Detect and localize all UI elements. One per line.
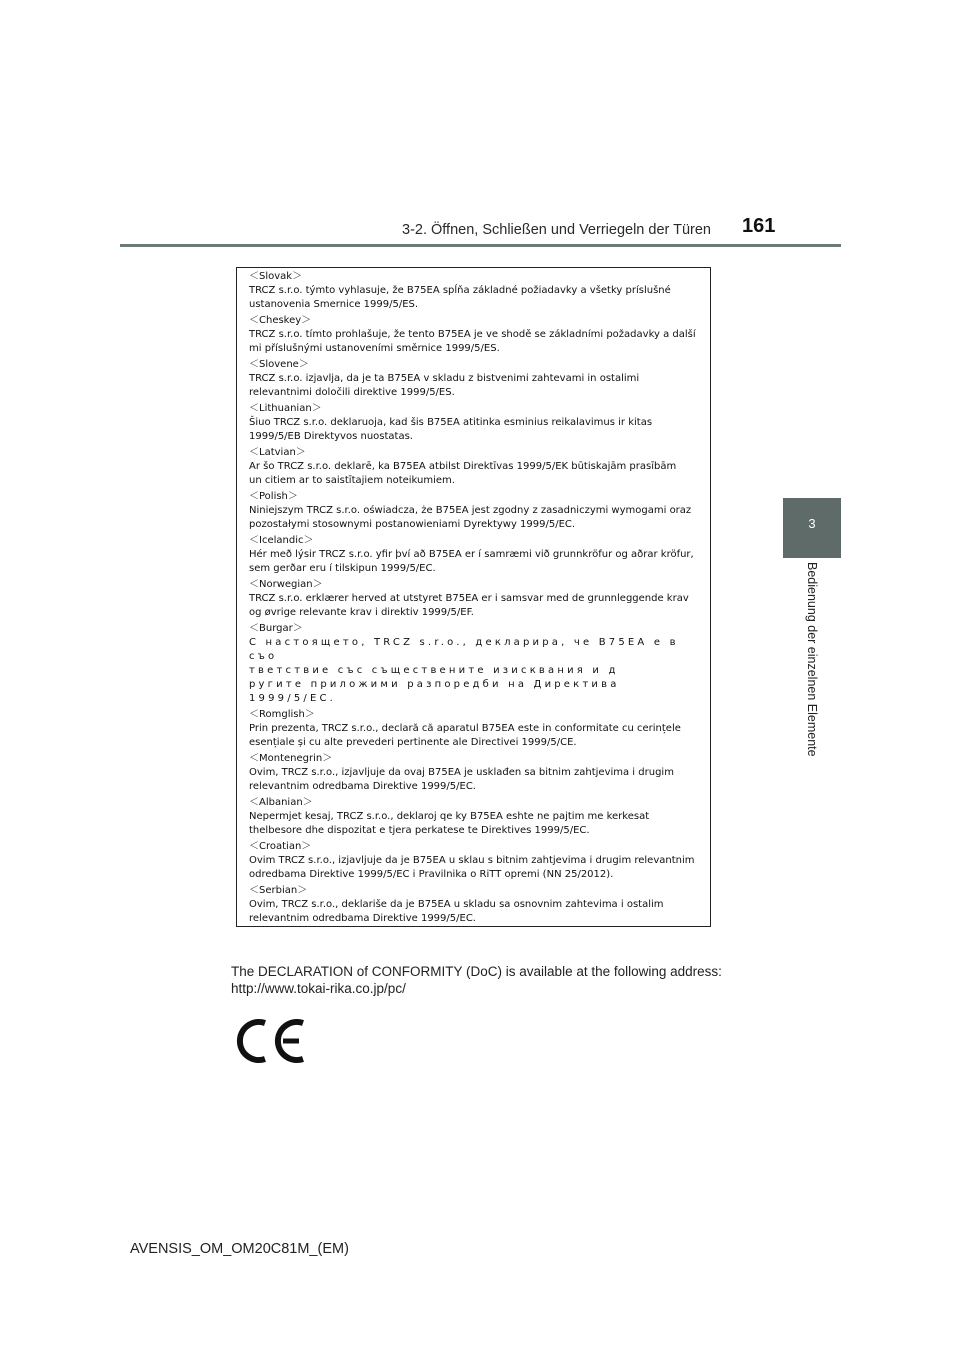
language-heading: ＜Burgar＞ (249, 623, 303, 634)
declaration-section (249, 358, 706, 400)
declaration-text: Hér með lýsir TRCZ s.r.o. yfir því að B75EA er í samræmi við grunnkröfur og aðrar kröfur, sem gerðar eru í tilskipun 1999/5/EC. (249, 549, 694, 574)
language-heading: ＜Romglish＞ (249, 709, 315, 720)
declaration-section (249, 884, 706, 926)
declaration-text: TRCZ s.r.o. erklærer herved at utstyret B75EA er i samsvar med de grunnleggende krav og øvrige relevante krav i direktiv 1999/5/EF. (249, 593, 689, 618)
chapter-side-label-container (781, 562, 843, 772)
language-heading: ＜Norwegian＞ (249, 579, 323, 590)
language-heading: ＜Montenegrin＞ (249, 753, 333, 764)
declaration-box (236, 267, 711, 927)
doc-url: http://www.tokai-rika.co.jp/pc/ (231, 981, 406, 996)
chapter-section-title: 3-2. Öffnen, Schließen und Verriegeln der Türen (402, 222, 711, 238)
language-heading: ＜Croatian＞ (249, 841, 312, 852)
declaration-text: Niniejszym TRCZ s.r.o. oświadcza, że B75EA jest zgodny z zasadniczymi wymogami oraz pozostałymi stosownymi postanowieniami Dyrektywy 1999/5/EC. (249, 505, 692, 530)
language-heading: ＜Latvian＞ (249, 447, 306, 458)
declaration-text: Ovim, TRCZ s.r.o., deklariše da je B75EA u skladu sa osnovnim zahtevima i ostalim relevantnim odredbama Direktive 1999/5/EC. (249, 899, 664, 924)
declaration-section (249, 402, 706, 444)
language-heading: ＜Albanian＞ (249, 797, 313, 808)
declaration-text: Ovim, TRCZ s.r.o., izjavljuje da ovaj B75EA je usklađen sa bitnim zahtjevima i drugim relevantnim odredbama Direktive 1999/5/EC. (249, 767, 674, 792)
declaration-section (249, 578, 706, 620)
language-heading: ＜Cheskey＞ (249, 315, 312, 326)
ce-mark-icon (235, 1017, 307, 1065)
chapter-number: 3 (808, 516, 816, 531)
language-heading: ＜Serbian＞ (249, 885, 308, 896)
declaration-text: TRCZ s.r.o. izjavlja, da je ta B75EA v skladu z bistvenimi zahtevami in ostalimi relevantnimi določili direktive 1999/5/ES. (249, 373, 640, 398)
declaration-section (249, 490, 706, 532)
language-heading: ＜Icelandic＞ (249, 535, 314, 546)
doc-availability-note: The DECLARATION of CONFORMITY (DoC) is available at the following address: (231, 964, 722, 979)
declaration-text: Ovim TRCZ s.r.o., izjavljuje da je B75EA u sklau s bitnim zahtjevima i drugim relevantnim odredbama Direktive 1999/5/EC i Pravilnika o RiTT opremi (NN 25/2012). (249, 855, 695, 880)
declaration-section (249, 708, 706, 750)
declaration-text: Nepermjet kesaj, TRCZ s.r.o., deklaroj qe ky B75EA eshte ne pajtim me kerkesat thelbesore dhe dispozitat e tjera perkatese te Direktives 1999/5/EC. (249, 811, 650, 836)
header-divider (120, 244, 841, 247)
declaration-section (249, 796, 706, 838)
declaration-text: Šiuo TRCZ s.r.o. deklaruoja, kad šis B75EA atitinka esminius reikalavimus ir kitas 1999/5/EB Direktyvos nuostatas. (249, 417, 653, 442)
chapter-side-label: Bedienung der einzelnen Elemente (805, 562, 819, 757)
declaration-text: Ar šo TRCZ s.r.o. deklarē, ka B75EA atbilst Direktīvas 1999/5/EK būtiskajām prasībām un citiem ar to saistītajiem noteikumiem. (249, 461, 677, 486)
language-heading: ＜Slovak＞ (249, 271, 303, 282)
language-heading: ＜Lithuanian＞ (249, 403, 322, 414)
declaration-text: TRCZ s.r.o. tímto prohlašuje, že tento B75EA je ve shodě se základními požadavky a další mi příslušnými ustanoveními směrnice 1999/5/ES. (249, 329, 696, 354)
document-code: AVENSIS_OM_OM20C81M_(EM) (130, 1241, 349, 1257)
declaration-section (249, 840, 706, 882)
declaration-section (249, 622, 706, 706)
declaration-text: С настоящето, TRCZ s.r.o., декларира, че B75EA е в съо тветствие със съществените изисквания и д ругите приложими разпоредби на Директива 1999/5/ЕС. (249, 637, 679, 704)
language-heading: ＜Polish＞ (249, 491, 298, 502)
declaration-section (249, 446, 706, 488)
declaration-section (249, 270, 706, 312)
declaration-text: TRCZ s.r.o. týmto vyhlasuje, že B75EA spĺňa základné požiadavky a všetky príslušné ustanovenia Smernice 1999/5/ES. (249, 285, 671, 310)
page-number: 161 (742, 215, 776, 237)
language-heading: ＜Slovene＞ (249, 359, 309, 370)
chapter-tab (783, 498, 841, 558)
declaration-section (249, 534, 706, 576)
declaration-section (249, 752, 706, 794)
declaration-text: Prin prezenta, TRCZ s.r.o., declară că aparatul B75EA este in conformitate cu cerințele esențiale și cu alte prevederi pertinente ale Directivei 1999/5/CE. (249, 723, 681, 748)
declaration-section (249, 314, 706, 356)
